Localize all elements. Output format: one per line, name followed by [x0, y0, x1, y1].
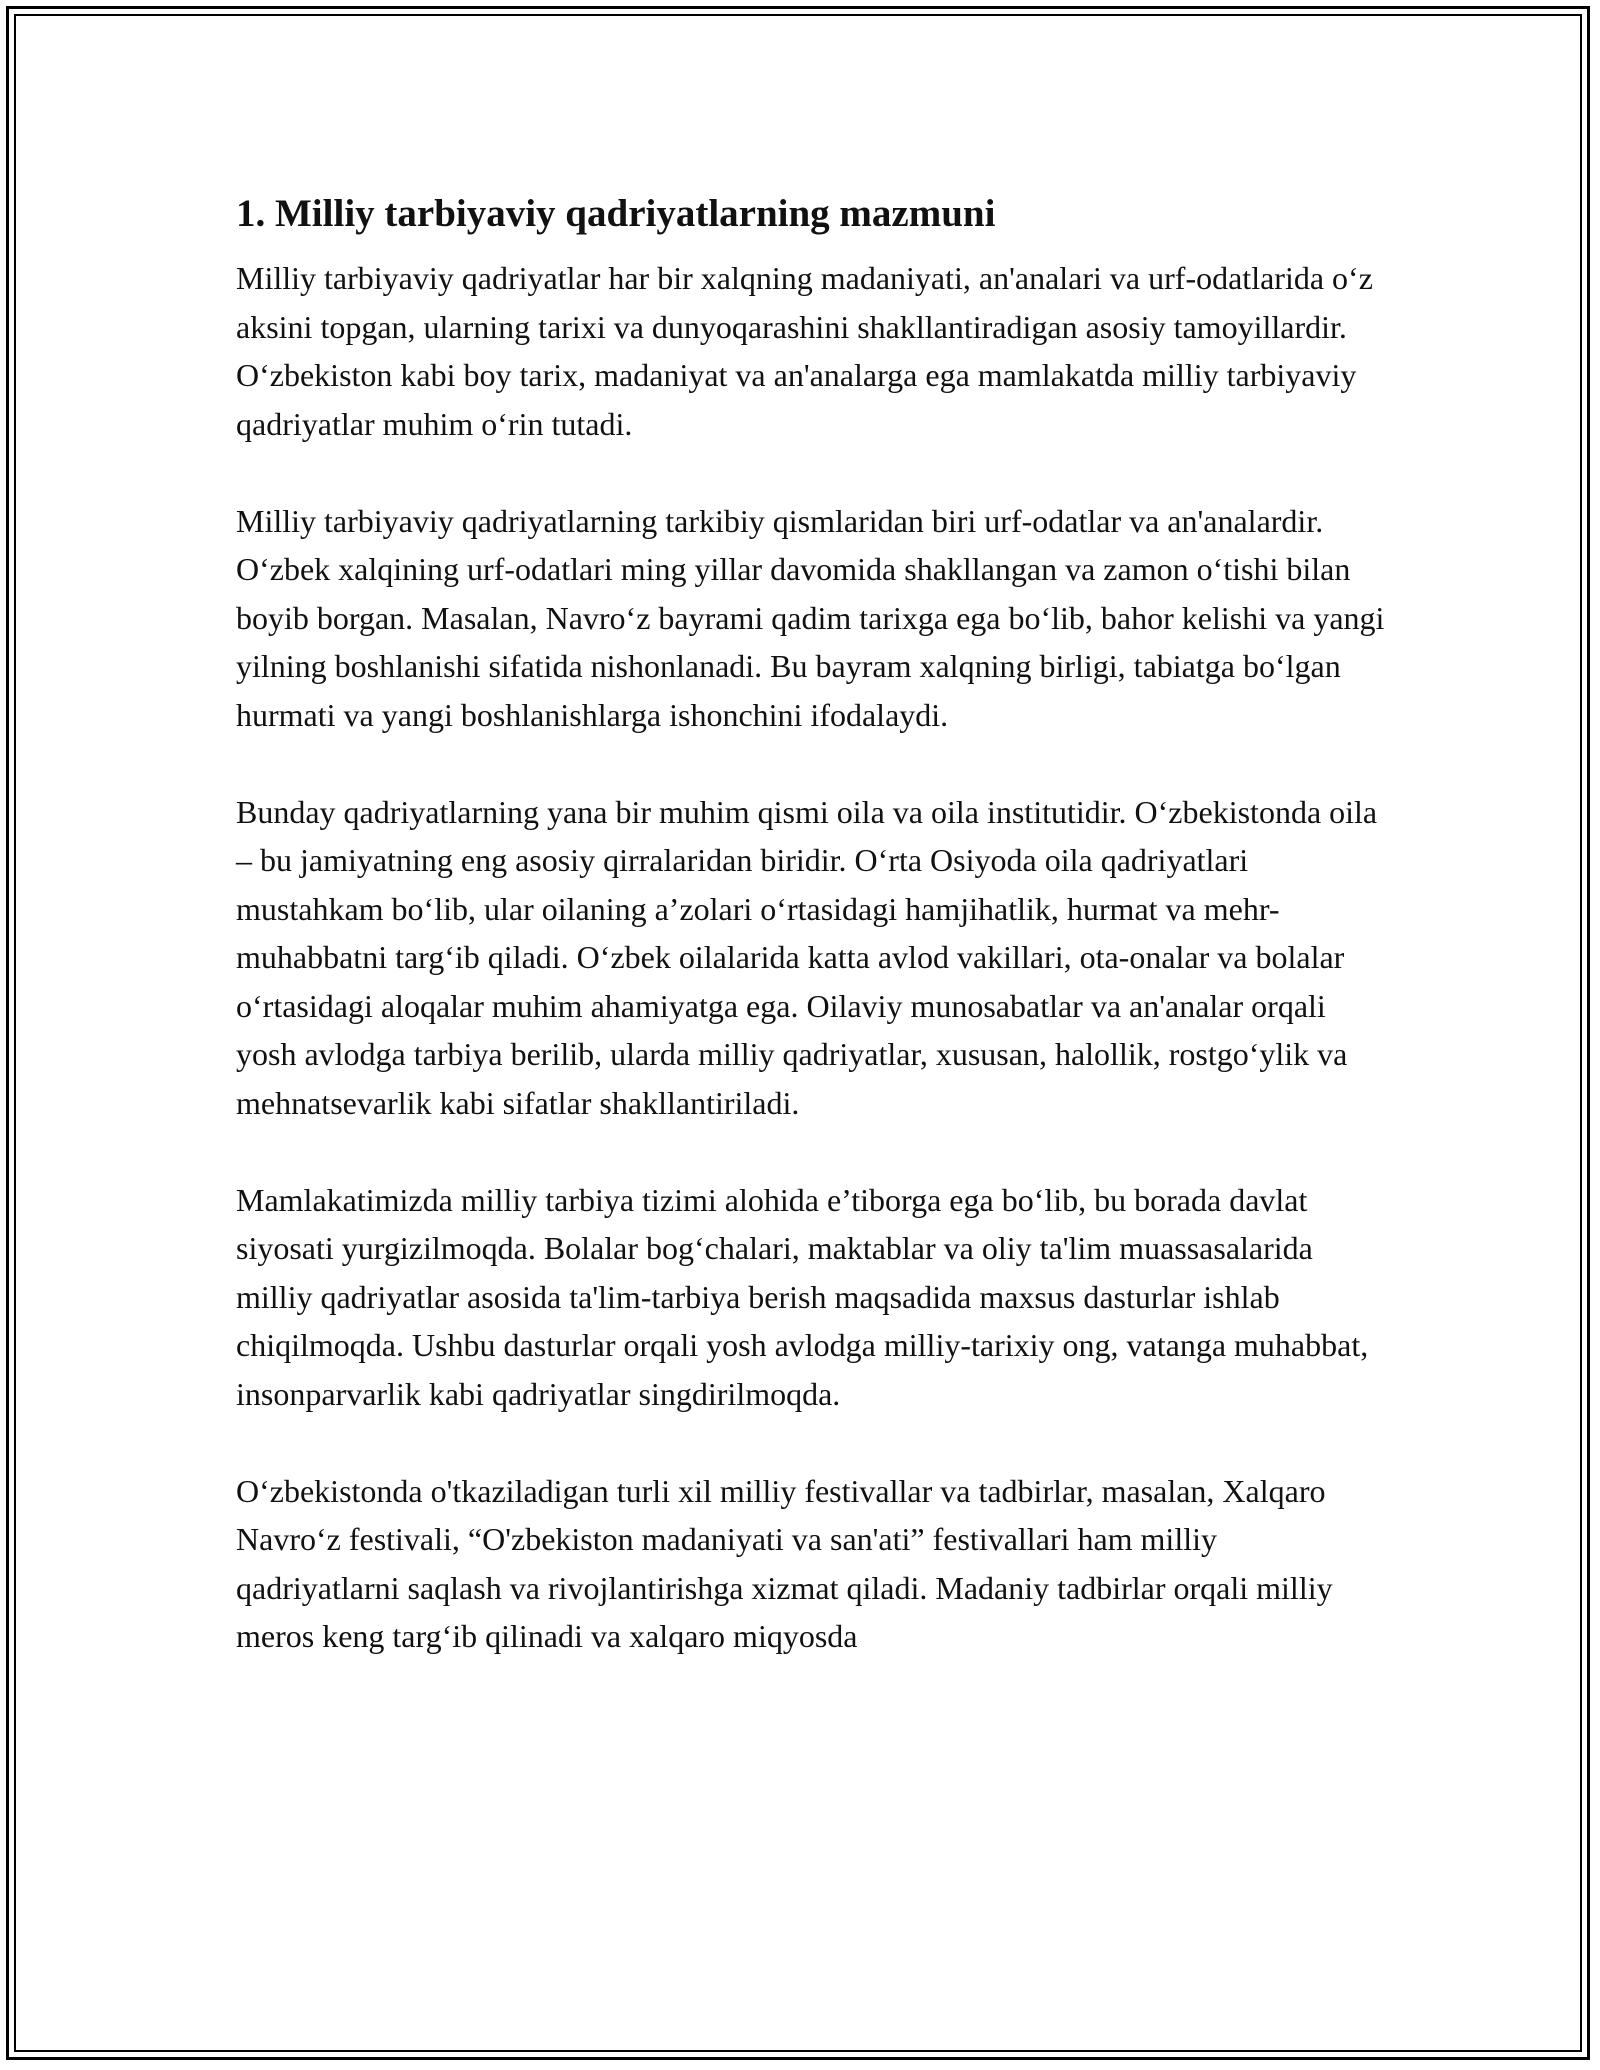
- paragraph-1: Milliy tarbiyaviy qadriyatlar har bir xalqning madaniyati, an'analari va urf-odatlarida o‘z aksini topgan, ularning tarixi va dunyoqarashini shakllantiradigan asosiy tamoyillardir. O‘zbekiston kabi boy tarix, madaniyat va an'analarga ega mamlakatda milliy tarbiyaviy qadriyatlar muhim o‘rin tutadi.: [236, 260, 1373, 442]
- paragraph-2: Milliy tarbiyaviy qadriyatlarning tarkibiy qismlaridan biri urf-odatlar va an'analardir. O‘zbek xalqining urf-odatlari ming yillar davomida shakllangan va zamon o‘tishi bilan boyib borgan. Masalan, Navro‘z bayrami qadim tarixga ega bo‘lib, bahor kelishi va yangi yilning boshlanishi sifatida nishonlanadi. Bu bayram xalqning birligi, tabiatga bo‘lgan hurmati va yangi boshlanishlarga ishonchini ifodalaydi.: [236, 502, 1385, 733]
- document-body: [236, 188, 1386, 1661]
- paragraph-5: O‘zbekistonda o'tkaziladigan turli xil milliy festivallar va tadbirlar, masalan, Xalqaro Navro‘z festivali, “O'zbekiston madaniyati va san'ati” festivallari ham milliy qadriyatlarni saqlash va rivojlantirishga xizmat qiladi. Madaniy tadbirlar orqali milliy meros keng targ‘ib qilinadi va xalqaro miqyosda: [236, 1472, 1333, 1654]
- paragraph-3: Bunday qadriyatlarning yana bir muhim qismi oila va oila institutidir. O‘zbekistonda oila – bu jamiyatning eng asosiy qirralaridan biridir. O‘rta Osiyoda oila qadriyatlari mustahkam bo‘lib, ular oilaning a’zolari o‘rtasidagi hamjihatlik, hurmat va mehr-muhabbatni targ‘ib qiladi. O‘zbek oilalarida katta avlod vakillari, ota-onalar va bolalar o‘rtasidagi aloqalar muhim ahamiyatga ega. Oilaviy munosabatlar va an'analar orqali yosh avlodga tarbiya berilib, ularda milliy qadriyatlar, xususan, halollik, rostgo‘ylik va mehnatsevarlik kabi sifatlar shakllantiriladi.: [236, 793, 1378, 1121]
- paragraph-4: Mamlakatimizda milliy tarbiya tizimi alohida e’tiborga ega bo‘lib, bu borada davlat siyosati yurgizilmoqda. Bolalar bog‘chalari, maktablar va oliy ta'lim muassasalarida milliy qadriyatlar asosida ta'lim-tarbiya berish maqsadida maxsus dasturlar ishlab chiqilmoqda. Ushbu dasturlar orqali yosh avlodga milliy-tarixiy ong, vatanga muhabbat, insonparvarlik kabi qadriyatlar singdirilmoqda.: [236, 1181, 1369, 1412]
- section-heading: 1. Milliy tarbiyaviy qadriyatlarning mazmuni: [236, 192, 996, 235]
